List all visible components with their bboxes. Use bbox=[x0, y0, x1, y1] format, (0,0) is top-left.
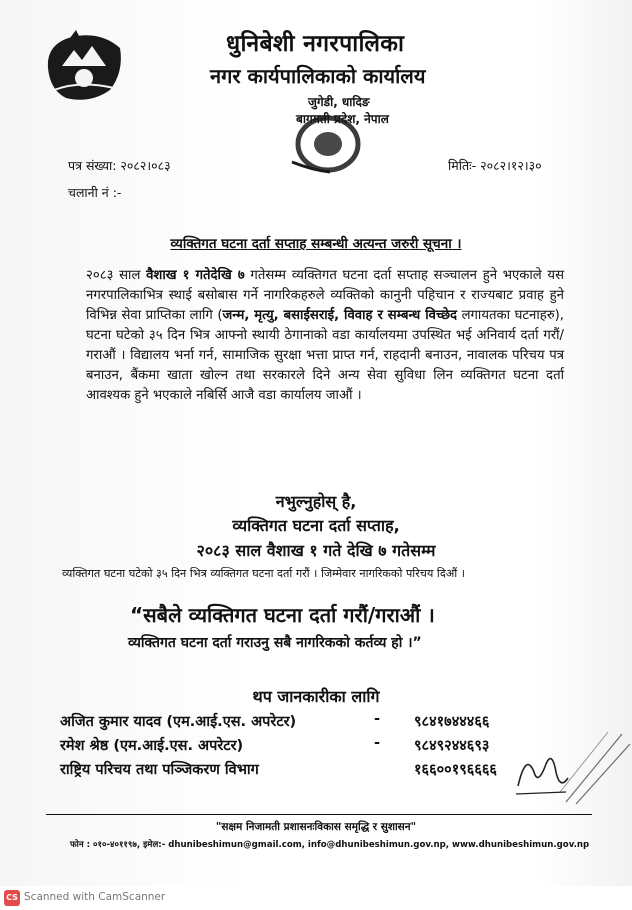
contact-heading: थप जानकारीका लागि bbox=[252, 687, 380, 706]
reminder-line-3: २०८३ साल वैशाख १ गते देखि ७ गतेसम्म bbox=[196, 541, 436, 560]
contact-phone: १६६००१९६६६६ bbox=[414, 762, 497, 778]
slogan-line-2: व्यक्तिगत घटना दर्ता गराउनु सबै नागरिकको कर्तव्य हो ।” bbox=[128, 635, 422, 651]
letter-date bbox=[448, 157, 542, 174]
contact-separator: - bbox=[374, 735, 381, 751]
contact-row bbox=[60, 735, 580, 757]
dispatch-number: चलानी नं :- bbox=[68, 185, 122, 200]
contact-phone: ९८४१७४४४६६ bbox=[414, 714, 490, 730]
camscanner-label: Scanned with CamScanner bbox=[24, 891, 166, 903]
address-line-1: जुगेडी, धादिङ bbox=[308, 95, 370, 109]
reference-number bbox=[68, 157, 171, 174]
body-text-3: लगायतका घटनाहरु), घटना घटेको ३५ दिन भित्र आफ्नो स्थायी ठेगानाको वडा कार्यालयमा उपस्थित भई अनिवार्य दर्ता गरौं/गराऔं । विद्यालय भर्ना गर्न, सामाजिक सुरक्षा भत्ता प्राप्त गर्न, राहदानी बनाउन, नावालक परिचय पत्र बनाउन, बैंकमा खाता खोल्न तथा सरकारले दिने अन्य सेवा सुविधा लिन व्यक्तिगत घटना दर्ता आवश्यक हुने भएकाले नबिर्सि आजै वडा कार्यालय जाऔं । bbox=[86, 308, 564, 403]
camscanner-watermark bbox=[0, 886, 632, 910]
slogan-line-1: “सबैले व्यक्तिगत घटना दर्ता गरौं/गराऔं । bbox=[130, 603, 435, 627]
contact-name: रमेश श्रेष्ठ (एम.आई.एस. अपरेटर) bbox=[60, 738, 244, 754]
official-round-stamp bbox=[556, 726, 632, 806]
notice-subject: व्यक्तिगत घटना दर्ता सप्ताह सम्बन्धी अत्यन्त जरुरी सूचना । bbox=[170, 236, 462, 252]
reminder-line-4: व्यक्तिगत घटना घटेको ३५ दिन भित्र व्यक्तिगत घटना दर्ता गरौं । जिम्मेवार नागरिकको परिचय दिऔं । bbox=[62, 567, 465, 580]
contact-row bbox=[60, 711, 580, 733]
body-bold-events: जन्म, मृत्यु, बसाईसराई, विवाह र सम्बन्ध विच्छेद bbox=[222, 308, 458, 323]
reminder-line-2: व्यक्तिगत घटना दर्ता सप्ताह, bbox=[232, 516, 400, 535]
office-title: धुनिबेशी नगरपालिका bbox=[226, 31, 405, 57]
office-subtitle: नगर कार्यपालिकाको कार्यालय bbox=[210, 64, 426, 88]
contact-name: अजित कुमार यादव (एम.आई.एस. अपरेटर) bbox=[60, 714, 297, 730]
body-bold-date: वैशाख १ गतेदेखि ७ bbox=[146, 268, 245, 283]
reference-value: २०८२।०८३ bbox=[120, 158, 171, 173]
date-label: मितिः- bbox=[448, 158, 477, 173]
contact-phone: ९८४९२४४६९३ bbox=[414, 738, 490, 754]
reference-label: पत्र संख्या: bbox=[68, 158, 117, 173]
body-text-1: २०८३ साल bbox=[86, 268, 147, 283]
contact-row bbox=[60, 759, 580, 781]
address-line-2: बागमती प्रदेश, नेपाल bbox=[296, 112, 389, 126]
contact-name: राष्ट्रिय परिचय तथा पञ्जिकरण विभाग bbox=[60, 762, 259, 778]
footer-motto: "सक्षम निजामती प्रशासनःविकास समृद्धि र सुशासन" bbox=[215, 821, 417, 833]
contact-separator: - bbox=[374, 711, 381, 727]
footer-contact-line: फोन : ०१०-४०११९७, इमेल:- dhunibeshimun@gmail.com, info@dhunibeshimun.gov.np, www.dhunibeshimun.gov.np bbox=[70, 840, 590, 850]
government-emblem-logo bbox=[40, 28, 126, 106]
footer-divider bbox=[46, 814, 592, 815]
body-text-2: गतेसम्म व्यक्तिगत घटना दर्ता सप्ताह सञ्चालन हुने भएकाले यस नगरपालिकाभित्र स्थाई बसोबास गर्ने नागरिकहरुले व्यक्तिको कानुनी पहिचान र राज्यबाट प्रवाह हुने विभिन्न सेवा प्राप्तिका लागि ( bbox=[86, 268, 564, 323]
office-stamp bbox=[286, 112, 370, 176]
notice-body bbox=[86, 266, 564, 406]
date-value: २०८२।१२।३० bbox=[480, 158, 542, 173]
camscanner-icon: CS bbox=[4, 890, 20, 906]
reminder-line-1: नभुल्नुहोस् है, bbox=[275, 492, 357, 511]
